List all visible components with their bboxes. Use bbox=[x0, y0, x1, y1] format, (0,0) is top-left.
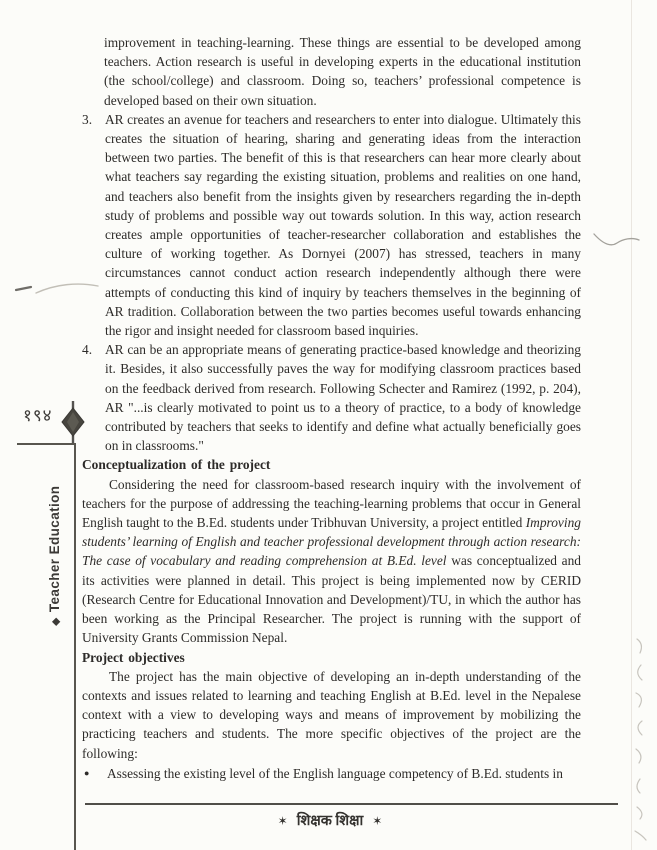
list-item-text: AR creates an avenue for teachers and researchers to enter into dialogue. Ultimately this creates the situation of hearing, sharing and generating ideas from the interaction between two parties. The benefit of this is that researchers can hear more clearly about what teachers say regarding the existing situation, problems and realities on one hand, and teachers also benefit from the insights given by researchers regarding the in-depth study of problems and possible way out towards solution. In this way, action research creates ample opportunities of teacher-researcher collaboration and establishes the culture of working together. As Dornyei (2007) has stressed, teachers in many circumstances cannot conduct action research independently although there were attempts of conducting this kind of inquiry by teachers themselves in the beginning of AR tradition. Collaboration between the two parties becomes useful towards enhancing the rigor and insight needed for classroom based inquiries. bbox=[105, 111, 581, 339]
bullet-item bbox=[82, 764, 581, 783]
paragraph-continuation: improvement in teaching-learning. These things are essential to be developed among teachers. Action research is useful in developing experts in the educational institution (the school/college) and classroom. Doing so, teachers’ professional competence is developed based on their own situation. bbox=[104, 35, 581, 108]
journal-title-vertical bbox=[47, 486, 62, 626]
journal-title-text: Teacher Education bbox=[47, 485, 62, 613]
paragraph-segment: was conceptualized and its activities were planned in detail. This project is being implemented now by CERID (Research Centre for Educational Innovation and Development)/TU, in which the author has been working as the Principal Researcher. The project is running with the support of University Grants Commission Nepal. bbox=[82, 553, 582, 646]
margin-scribbles-right bbox=[629, 633, 655, 850]
footer-title-text: शिक्षक शिक्षा bbox=[296, 813, 364, 829]
footer-rule bbox=[85, 803, 618, 805]
list-item-text: AR can be an appropriate means of generating practice-based knowledge and theorizing it. Besides, it also successfully paves the way for modifying classroom practices based on the feedback derived from research. Following Schecter and Ramirez (1992, p. 204), AR "...is clearly motivated to point us to a theory of practice, to a body of knowledge contributed by teachers that seeks to identify and define what actually beneficially goes on in classrooms." bbox=[105, 342, 581, 454]
diamond-icon: ◆ bbox=[50, 617, 62, 626]
paragraph-conceptualization bbox=[82, 475, 581, 648]
section-heading-conceptualization: Conceptualization of the project bbox=[82, 457, 271, 473]
check-mark-right-margin bbox=[590, 227, 644, 257]
bullet-item-text: Assessing the existing level of the English language competency of B.Ed. students in bbox=[107, 765, 563, 781]
list-item-4 bbox=[82, 340, 581, 455]
list-item-number: 4. bbox=[82, 342, 93, 358]
text-column bbox=[82, 33, 581, 783]
paragraph-objectives: The project has the main objective of developing an in-depth understanding of the contexts and issues related to learning and teaching English at B.Ed. level in the Nepalese context with a view to developing ways and means of improvement by mobilizing the practicing teachers and students. The more specific objectives of the project are the following: bbox=[82, 668, 581, 761]
sidebar-rule-vertical bbox=[74, 443, 76, 850]
section-heading-objectives: Project objectives bbox=[82, 649, 185, 665]
project-title-italic: Improving students’ learning of English and teacher professional development through action research: The case of vocabulary and reading comprehension at B.Ed. level bbox=[82, 515, 581, 569]
page-number: १९४ bbox=[23, 406, 53, 425]
star-icon: ✶ bbox=[372, 814, 383, 828]
sidebar-rule-horizontal bbox=[17, 443, 75, 445]
star-icon: ✶ bbox=[277, 814, 288, 828]
paragraph-segment: Considering the need for classroom-based research inquiry with the involvement of teachers for the purpose of addressing the teaching-learning problems that occur in General English taught to the B.Ed. students under Tribhuvan University, a project entitled bbox=[82, 476, 581, 531]
list-item-3 bbox=[82, 110, 581, 340]
pencil-mark-left-margin bbox=[10, 276, 102, 302]
footer-title bbox=[60, 810, 600, 830]
list-item-number: 3. bbox=[82, 111, 93, 127]
bullet-icon: ● bbox=[84, 767, 90, 778]
